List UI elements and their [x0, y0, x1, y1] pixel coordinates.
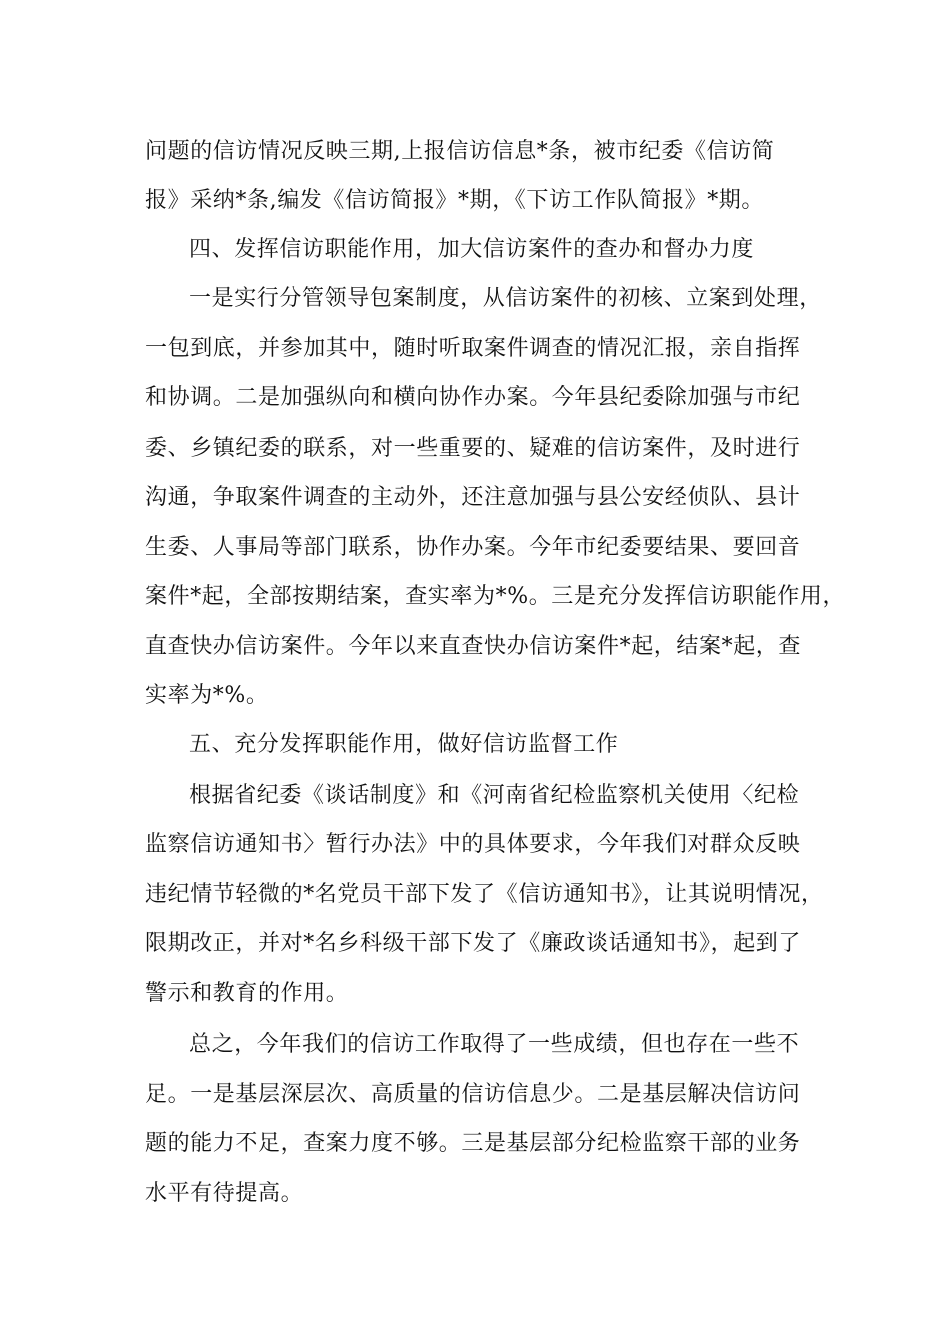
text-line: 足。一是基层深层次、高质量的信访信息少。二是基层解决信访问: [145, 1082, 801, 1107]
text-line: 题的能力不足，查案力度不够。三是基层部分纪检监察干部的业务: [145, 1131, 801, 1156]
text-line: 违纪情节轻微的*名党员干部下发了《信访通知书》，让其说明情况，: [145, 882, 824, 907]
text-line: 和协调。二是加强纵向和横向协作办案。今年县纪委除加强与市纪: [145, 385, 801, 410]
text-line: 生委、人事局等部门联系，协作办案。今年市纪委要结果、要回音: [145, 535, 801, 560]
text-line: 根据省纪委《谈话制度》和《河南省纪检监察机关使用〈纪检: [189, 783, 800, 808]
text-line: 实率为*%。: [145, 683, 269, 708]
text-line: 问题的信访情况反映三期,上报信访信息*条，被市纪委《信访简: [145, 139, 775, 164]
text-line: 总之，今年我们的信访工作取得了一些成绩，但也存在一些不: [189, 1032, 800, 1057]
text-line: 委、乡镇纪委的联系，对一些重要的、疑难的信访案件，及时进行: [145, 436, 801, 461]
text-line: 监察信访通知书〉暂行办法》中的具体要求，今年我们对群众反映: [145, 832, 801, 857]
text-line: 沟通，争取案件调查的主动外，还注意加强与县公安经侦队、县计: [145, 485, 801, 510]
text-line: 水平有待提高。: [145, 1181, 304, 1206]
text-line: 直查快办信访案件。今年以来直查快办信访案件*起，结案*起，查: [145, 634, 802, 659]
text-line: 一包到底，并参加其中，随时听取案件调查的情况汇报，亲自指挥: [145, 336, 801, 361]
text-line: 限期改正，并对*名乡科级干部下发了《廉政谈话通知书》，起到了: [145, 931, 802, 956]
text-line: 报》采纳*条,编发《信访简报》*期，《下访工作队简报》*期。: [145, 188, 764, 213]
section-heading: 四、发挥信访职能作用，加大信访案件的查办和督办力度: [189, 237, 755, 262]
section-heading: 五、充分发挥职能作用，做好信访监督工作: [189, 732, 619, 757]
text-line: 案件*起，全部按期结案，查实率为*%。三是充分发挥信访职能作用，: [145, 584, 846, 609]
text-line: 警示和教育的作用。: [145, 981, 349, 1006]
text-line: 一是实行分管领导包案制度，从信访案件的初核、立案到处理，: [189, 286, 822, 311]
